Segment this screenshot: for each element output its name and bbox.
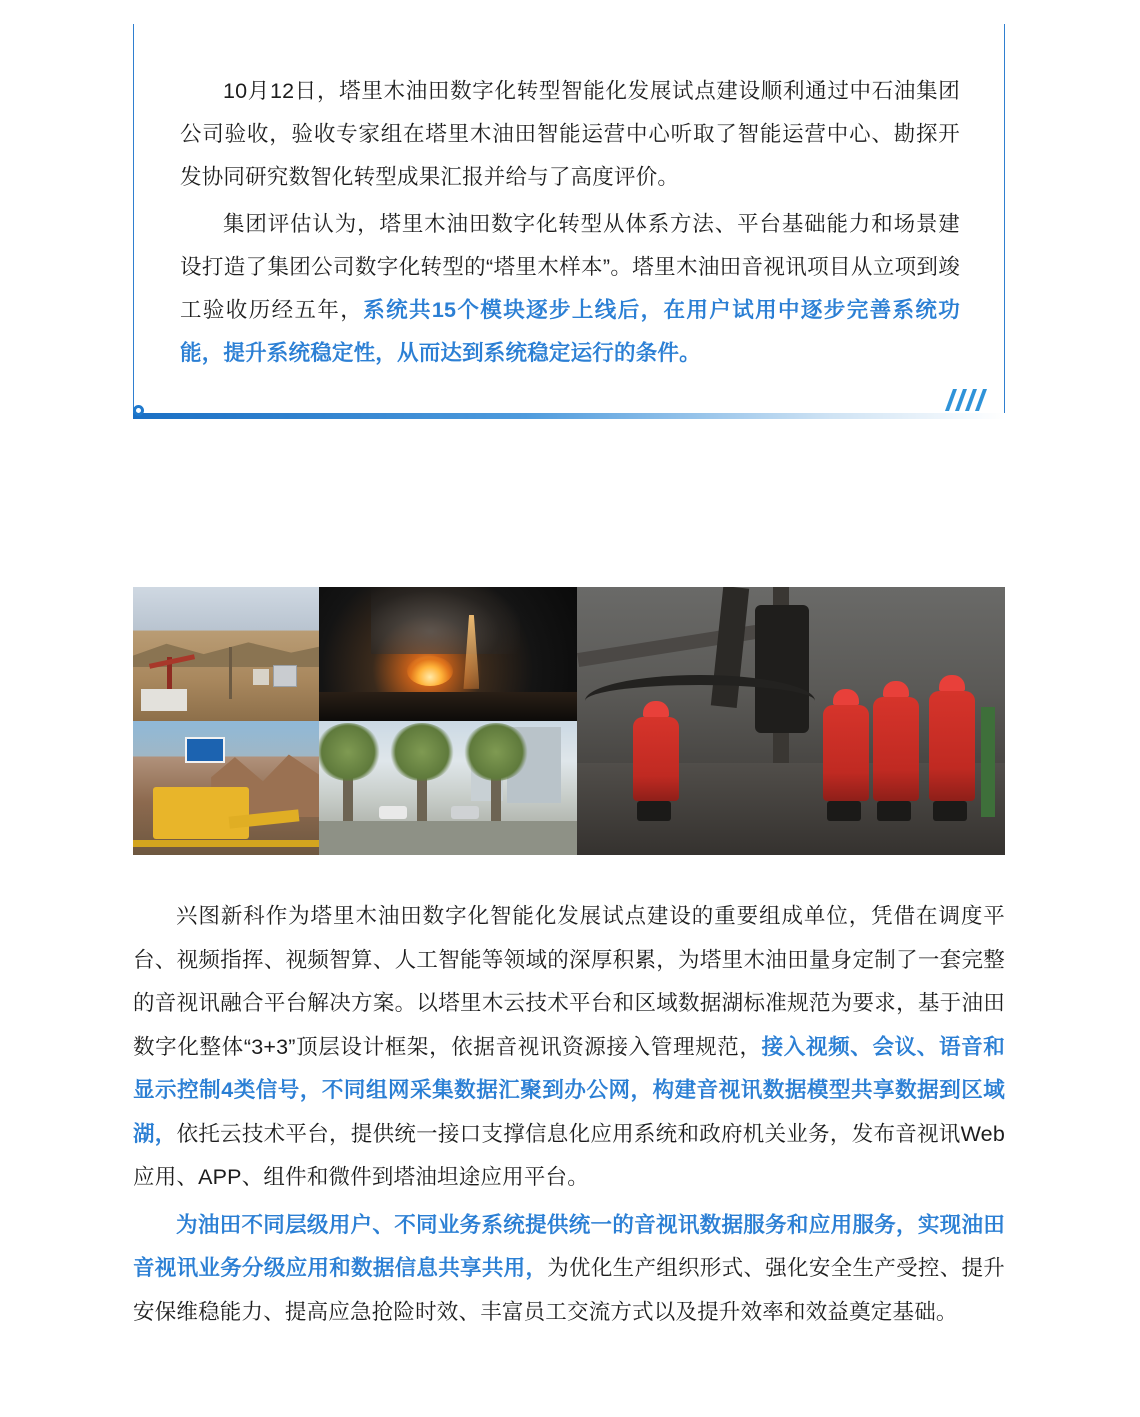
desert-pumpjack-photo — [133, 587, 319, 721]
decor-bottom-bar — [133, 413, 1005, 419]
quote-p2-run-normal: 集团评估认为，塔里木油田数字化转型从体系方法、平台基础能力和场景建设打造了集团公司数字化转型的“塔里木样本”。塔里木油田音视讯项目从立项到竣工验收历经五年， — [180, 212, 960, 322]
photo-collage — [133, 587, 1005, 855]
body-p1-run-normal-a: 兴图新科作为塔里木油田数字化智能化发展试点建设的重要组成单位，凭借在调度平台、视频指挥、视频智算、人工智能等领域的深厚积累，为塔里木油田量身定制了一套完整的音视讯融合平台解决方案。以塔里木云技术平台和区域数据湖标准规范为要求，基于油田数字化整体“3+3”顶层设计框架，依据音视讯资源接入管理规范， — [133, 904, 1005, 1059]
body-p2-run-normal: 为优化生产组织形式、强化安全生产受控、提升安保维稳能力、提高应急抢险时效、丰富员工交流方式以及提升效率和效益奠定基础。 — [133, 1256, 1005, 1324]
body-paragraph-1 — [133, 895, 1005, 1200]
decor-dot-bottom — [133, 405, 144, 416]
body-p1-run-normal-b: 依托云技术平台，提供统一接口支撑信息化应用系统和政府机关业务，发布音视讯Web应用、APP、组件和微件到塔油坦途应用平台。 — [133, 1121, 1005, 1189]
yellow-machinery-photo — [133, 721, 319, 855]
body-p2-run-highlight: 为油田不同层级用户、不同业务系统提供统一的音视讯数据服务和应用服务，实现油田音视讯业务分级应用和数据信息共享共用， — [133, 1212, 1005, 1280]
gas-flare-night-photo — [319, 587, 577, 721]
quote-paragraph-2 — [180, 203, 960, 375]
body-block — [133, 895, 1005, 1338]
body-p1-run-highlight: 接入视频、会议、语音和显示控制4类信号，不同组网采集数据汇聚到办公网，构建音视讯数据模型共享数据到区域湖， — [133, 1034, 1006, 1146]
body-paragraph-2 — [133, 1204, 1005, 1335]
city-street-trees-photo — [319, 721, 577, 855]
quote-block — [133, 24, 1005, 419]
decor-hatch-marks — [947, 389, 993, 411]
rig-workers-photo — [577, 587, 1005, 855]
quote-box-body — [133, 24, 1005, 419]
quote-p1-run-normal: 10月12日，塔里木油田数字化转型智能化发展试点建设顺利通过中石油集团公司验收，验收专家组在塔里木油田智能运营中心听取了智能运营中心、勘探开发协同研究数智化转型成果汇报并给与了高度评价。 — [180, 79, 960, 189]
quote-paragraph-1 — [180, 70, 960, 199]
collage-left-grid — [133, 587, 577, 855]
quote-p2-run-highlight: 系统共15个模块逐步上线后，在用户试用中逐步完善系统功能，提升系统稳定性，从而达到系统稳定运行的条件。 — [180, 298, 960, 365]
